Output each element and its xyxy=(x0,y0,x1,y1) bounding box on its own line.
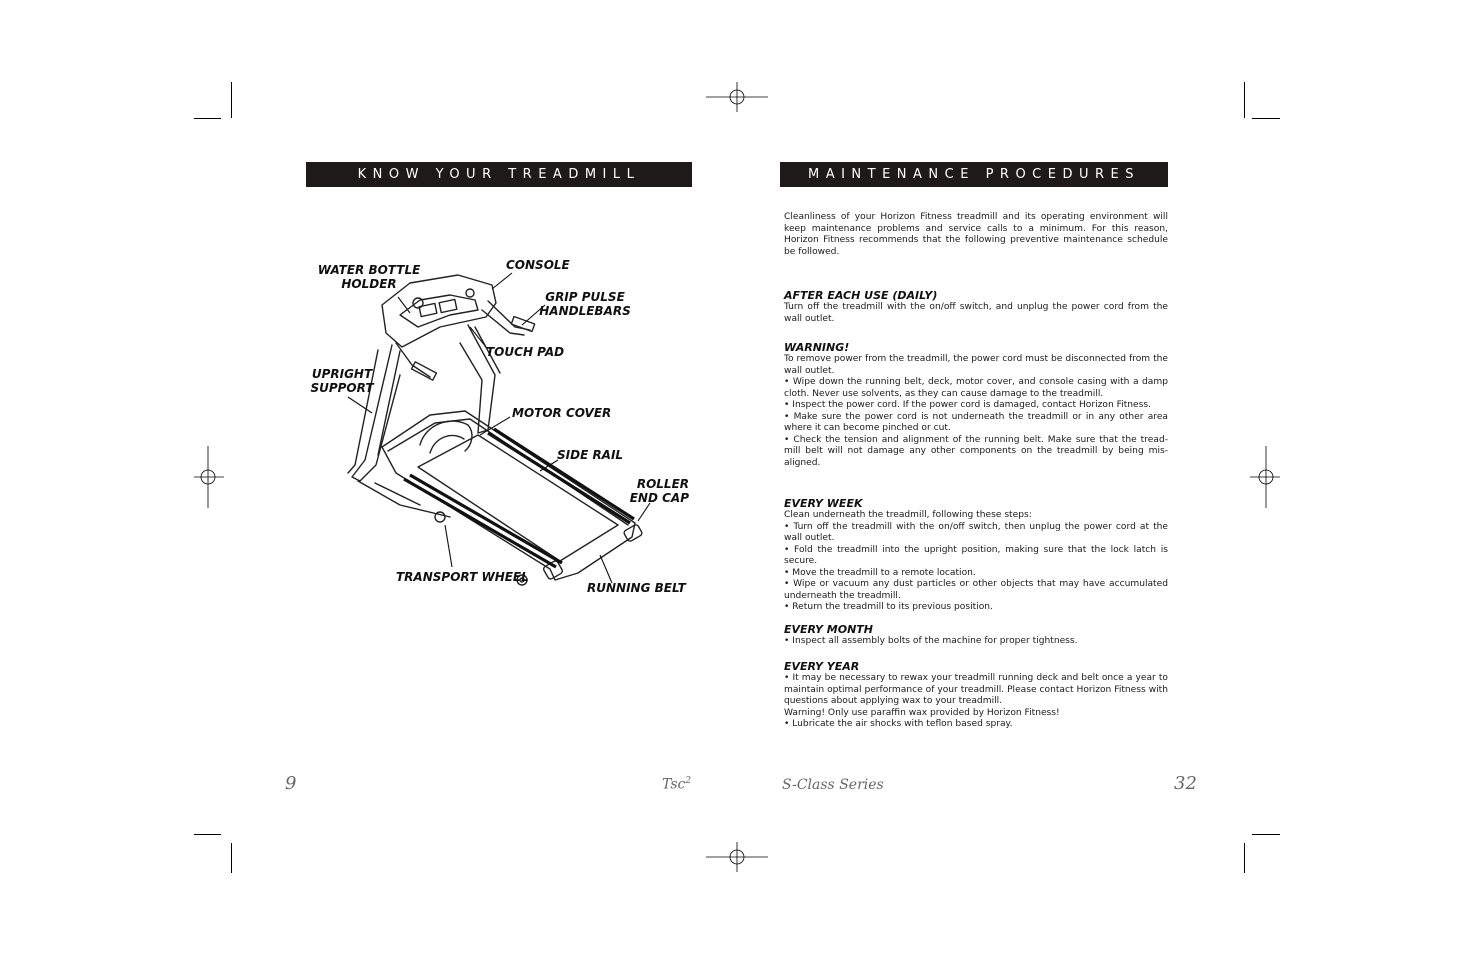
warning-bullet: • Wipe down the running belt, deck, motor cover, and console casing with a damp cloth. Never use solvents, as they can cause damage to the treadmill. xyxy=(784,377,1168,400)
yearly-bullet: • Lubricate the air shocks with teflon based spray. xyxy=(784,719,1168,731)
maintenance-content xyxy=(784,212,1168,731)
left-footer-model xyxy=(662,776,691,793)
registration-mark-right xyxy=(1250,446,1280,508)
callout-running-belt: RUNNING BELT xyxy=(587,581,686,595)
series-label: S-Class Series xyxy=(782,777,884,793)
callout-transport-wheel: TRANSPORT WHEEL xyxy=(396,570,529,584)
callout-water-bottle-holder: WATER BOTTLE HOLDER xyxy=(317,263,421,291)
intro-paragraph: Cleanliness of your Horizon Fitness treadmill and its operating environment will keep maintenance problems and service calls to a minimum. For this reason, Horizon Fitness recommends that the following preventive maintenance schedule be followed. xyxy=(784,212,1168,257)
yearly-warning-note: Warning! Only use paraffin wax provided by Horizon Fitness! xyxy=(784,707,1060,718)
treadmill-illustration xyxy=(300,255,700,600)
weekly-bullet: • Turn off the treadmill with the on/off switch, then unplug the power cord at the wall outlet. xyxy=(784,522,1168,545)
registration-mark-bottom xyxy=(706,842,768,874)
warning-heading: WARNING! xyxy=(784,341,850,354)
callout-grip-pulse-handlebars: GRIP PULSE HANDLEBARS xyxy=(539,290,631,318)
warning-bullet: • Make sure the power cord is not underneath the treadmill or in any other area where it can become pinched or cut. xyxy=(784,412,1168,435)
daily-text: Turn off the treadmill with the on/off switch, and unplug the power cord from the wall outlet. xyxy=(784,302,1168,324)
daily-heading: AFTER EACH USE (DAILY) xyxy=(784,289,938,302)
right-page-header: MAINTENANCE PROCEDURES xyxy=(780,162,1168,187)
callout-roller-end-cap: ROLLER END CAP xyxy=(629,477,689,505)
left-page-number: 9 xyxy=(285,773,297,794)
callout-console: CONSOLE xyxy=(506,258,570,272)
model-name: Tsc xyxy=(662,776,686,793)
warning-text: To remove power from the treadmill, the power cord must be disconnected from the wall outlet. xyxy=(784,354,1168,376)
monthly-heading: EVERY MONTH xyxy=(784,622,874,636)
callout-motor-cover: MOTOR COVER xyxy=(512,406,612,420)
callout-upright-support: UPRIGHT SUPPORT xyxy=(310,367,374,395)
weekly-text: Clean underneath the treadmill, following these steps: xyxy=(784,510,1032,520)
model-superscript: 2 xyxy=(685,776,692,786)
monthly-bullet: • Inspect all assembly bolts of the machine for proper tightness. xyxy=(784,636,1168,648)
registration-mark-left xyxy=(194,446,224,508)
warning-bullet: • Check the tension and alignment of the running belt. Make sure that the tread-mill belt will not damage any other components on the treadmill by being mis-aligned. xyxy=(784,435,1168,470)
weekly-heading: EVERY WEEK xyxy=(784,497,863,510)
weekly-bullet: • Fold the treadmill into the upright position, making sure that the lock latch is secure. xyxy=(784,545,1168,568)
yearly-heading: EVERY YEAR xyxy=(784,660,860,673)
callout-touch-pad: TOUCH PAD xyxy=(486,345,565,359)
callout-side-rail: SIDE RAIL xyxy=(557,448,624,462)
registration-mark-top xyxy=(706,82,768,114)
weekly-bullet: • Wipe or vacuum any dust particles or other objects that may have accumulated underneath the treadmill. xyxy=(784,579,1168,602)
yearly-bullet: • It may be necessary to rewax your treadmill running deck and belt once a year to maintain optimal performance of your treadmill. Please contact Horizon Fitness with questions about applying wax to your treadmill. xyxy=(784,673,1168,708)
weekly-bullet: • Return the treadmill to its previous position. xyxy=(784,602,1168,614)
left-page-header: KNOW YOUR TREADMILL xyxy=(306,162,692,187)
weekly-bullet: • Move the treadmill to a remote location. xyxy=(784,568,1168,580)
warning-bullet: • Inspect the power cord. If the power cord is damaged, contact Horizon Fitness. xyxy=(784,400,1168,412)
right-page-number: 32 xyxy=(1174,773,1197,794)
